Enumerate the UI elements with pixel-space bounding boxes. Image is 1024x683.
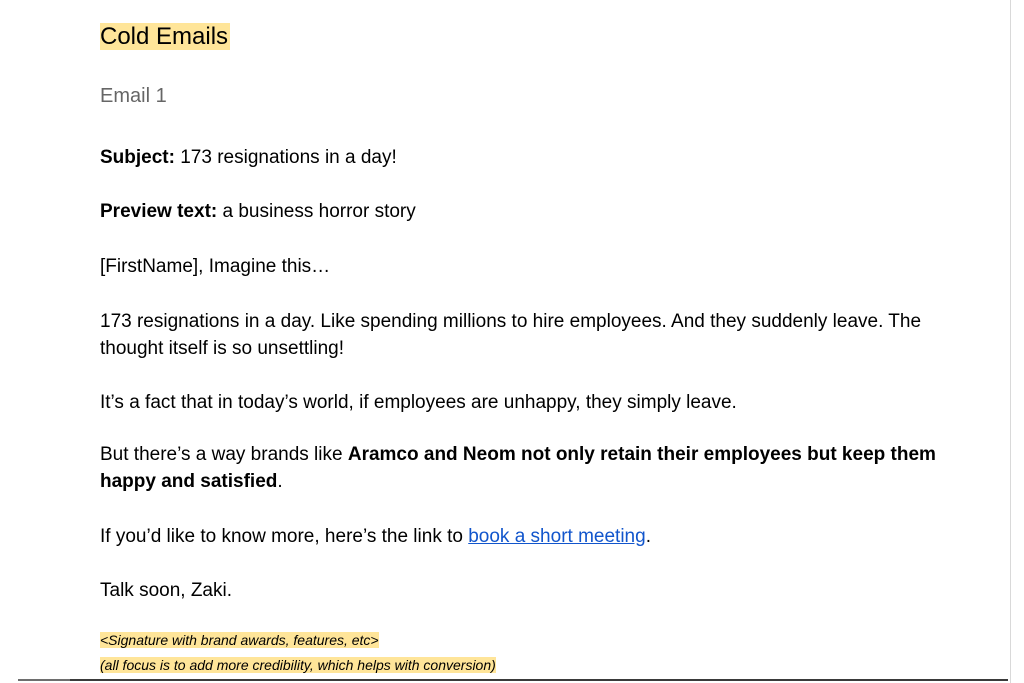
title-highlight: Cold Emails [100,23,229,50]
signoff-paragraph: Talk soon, Zaki. [100,580,232,601]
paragraph-4 [100,523,960,550]
paragraph-4-end: . [645,526,651,547]
book-meeting-link[interactable]: book a short meeting [468,526,646,547]
paragraph-3-bold: Aramco and Neom not only retain their employees but keep them happy and satisfied [100,444,936,492]
paragraph-2: It’s a fact that in today’s world, if employees are unhappy, they simply leave. [100,392,737,413]
subject-value: 173 resignations in a day! [180,147,397,168]
preview-value: a business horror story [222,201,416,222]
paragraph-3-start: But there’s a way brands like [100,444,343,465]
preview-line [100,198,960,225]
subject-line [100,144,960,171]
signature-note [100,631,379,649]
subject-label: Subject: [100,147,175,168]
greeting-paragraph: [FirstName], Imagine this… [100,256,331,277]
paragraph-1: 173 resignations in a day. Like spending millions to hire employees. And they suddenly leave. The thought itself is so unsettling! [100,311,922,359]
signature-note-text: <Signature with brand awards, features, etc> [100,632,379,648]
page-bottom-rule-dark [70,679,1008,681]
paragraph-3-end: . [277,471,283,492]
paragraph-4-start: If you’d like to know more, here’s the link to [100,526,463,547]
page-edge [1010,0,1011,683]
preview-label: Preview text: [100,201,218,222]
credibility-note [100,656,496,674]
credibility-note-text: (all focus is to add more credibility, which helps with conversion) [100,657,496,673]
document-title [100,21,230,53]
email-heading: Email 1 [100,85,167,107]
paragraph-3 [100,441,960,495]
